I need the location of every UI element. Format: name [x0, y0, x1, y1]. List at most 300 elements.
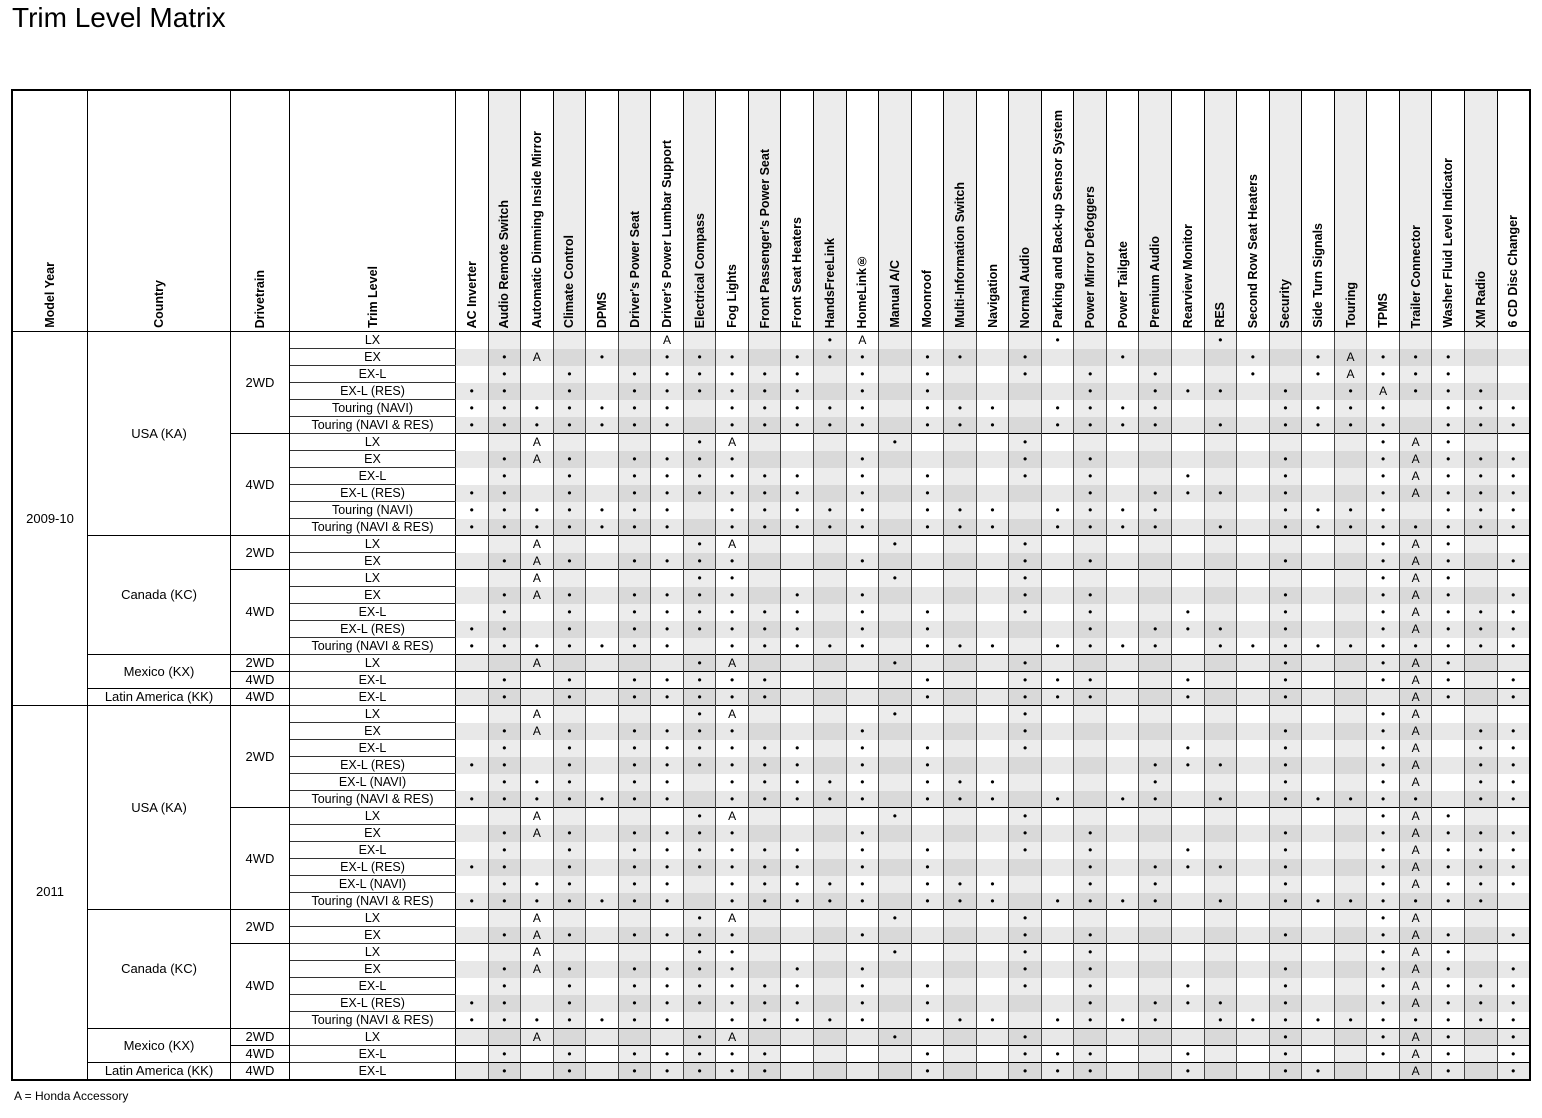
feature-cell: •: [651, 638, 684, 655]
feature-cell: [944, 842, 977, 859]
feature-cell: [651, 910, 684, 927]
feature-cell: •: [1204, 332, 1237, 349]
feature-cell: •: [846, 366, 879, 383]
feature-cell: [814, 927, 847, 944]
feature-cell: •: [521, 876, 554, 893]
feature-cell: •: [911, 978, 944, 995]
feature-cell: •: [1074, 1046, 1107, 1063]
feature-cell: [1106, 621, 1139, 638]
trim-level-cell: EX-L: [290, 689, 456, 706]
header-feature: Navigation: [976, 90, 1009, 332]
feature-cell: •: [1464, 400, 1497, 417]
feature-cell: •: [488, 451, 521, 468]
trim-level-cell: EX-L (RES): [290, 621, 456, 638]
feature-cell: [1302, 978, 1335, 995]
feature-cell: [456, 451, 489, 468]
feature-cell: •: [1009, 604, 1042, 621]
feature-cell: [1237, 706, 1270, 723]
feature-cell: [1497, 349, 1530, 366]
feature-cell: •: [1464, 604, 1497, 621]
feature-cell: •: [1269, 859, 1302, 876]
feature-cell: •: [846, 774, 879, 791]
feature-cell: •: [651, 587, 684, 604]
feature-cell: [456, 1029, 489, 1046]
table-row: [12, 808, 1530, 825]
feature-cell: •: [1237, 349, 1270, 366]
feature-cell: •: [1139, 519, 1172, 536]
feature-cell: •: [488, 1063, 521, 1080]
feature-cell: •: [716, 519, 749, 536]
feature-cell: •: [1139, 502, 1172, 519]
feature-cell: •: [553, 842, 586, 859]
trim-level-cell: LX: [290, 332, 456, 349]
feature-cell: [1041, 706, 1074, 723]
feature-cell: [1302, 842, 1335, 859]
feature-cell: •: [1334, 1012, 1367, 1029]
feature-cell: [1074, 910, 1107, 927]
feature-cell: [1302, 434, 1335, 451]
feature-cell: •: [651, 842, 684, 859]
feature-cell: •: [553, 740, 586, 757]
feature-cell: [1009, 774, 1042, 791]
feature-cell: •: [553, 485, 586, 502]
feature-cell: •: [1074, 927, 1107, 944]
feature-cell: •: [1432, 944, 1465, 961]
feature-cell: •: [618, 485, 651, 502]
feature-cell: [1334, 859, 1367, 876]
feature-cell: •: [781, 842, 814, 859]
feature-cell: •: [1009, 910, 1042, 927]
feature-cell: [586, 570, 619, 587]
trim-level-cell: LX: [290, 910, 456, 927]
feature-cell: [1302, 910, 1335, 927]
feature-cell: [944, 451, 977, 468]
feature-cell: [1139, 927, 1172, 944]
feature-cell: [1237, 485, 1270, 502]
feature-cell: [1106, 978, 1139, 995]
feature-cell: A: [716, 1029, 749, 1046]
feature-cell: •: [716, 553, 749, 570]
feature-cell: [944, 536, 977, 553]
feature-cell: •: [456, 502, 489, 519]
feature-cell: A: [1399, 1029, 1432, 1046]
feature-cell: •: [1334, 383, 1367, 400]
feature-cell: [748, 655, 781, 672]
feature-cell: A: [716, 706, 749, 723]
feature-cell: [1237, 978, 1270, 995]
feature-cell: [1041, 485, 1074, 502]
feature-cell: [748, 927, 781, 944]
feature-cell: [781, 927, 814, 944]
feature-cell: [651, 655, 684, 672]
feature-cell: •: [1106, 417, 1139, 434]
table-row: [12, 536, 1530, 553]
feature-cell: •: [488, 842, 521, 859]
feature-cell: •: [1334, 791, 1367, 808]
feature-cell: [944, 434, 977, 451]
feature-cell: •: [651, 502, 684, 519]
trim-level-cell: Touring (NAVI & RES): [290, 791, 456, 808]
feature-cell: A: [1399, 774, 1432, 791]
feature-cell: [1334, 706, 1367, 723]
feature-cell: •: [651, 383, 684, 400]
feature-cell: [1302, 944, 1335, 961]
feature-cell: •: [1497, 519, 1530, 536]
feature-cell: •: [1009, 672, 1042, 689]
feature-cell: [1302, 451, 1335, 468]
feature-cell: [1237, 570, 1270, 587]
feature-cell: [521, 1063, 554, 1080]
feature-cell: •: [1367, 1029, 1400, 1046]
feature-cell: •: [1367, 519, 1400, 536]
feature-cell: [1204, 706, 1237, 723]
feature-cell: •: [651, 1046, 684, 1063]
feature-cell: [1302, 587, 1335, 604]
feature-cell: •: [716, 672, 749, 689]
feature-cell: A: [1399, 434, 1432, 451]
feature-cell: •: [553, 757, 586, 774]
feature-cell: •: [748, 621, 781, 638]
feature-cell: •: [1009, 1063, 1042, 1080]
feature-cell: •: [716, 485, 749, 502]
feature-cell: [1041, 604, 1074, 621]
header-feature: Power Tailgate: [1106, 90, 1139, 332]
feature-cell: [1302, 927, 1335, 944]
feature-cell: [944, 332, 977, 349]
feature-cell: •: [1269, 485, 1302, 502]
feature-cell: A: [521, 570, 554, 587]
feature-cell: [944, 706, 977, 723]
trim-level-cell: EX-L: [290, 604, 456, 621]
feature-cell: [879, 1046, 912, 1063]
feature-cell: •: [781, 893, 814, 910]
feature-cell: A: [521, 927, 554, 944]
feature-cell: [781, 689, 814, 706]
feature-cell: •: [1432, 961, 1465, 978]
feature-cell: •: [1172, 468, 1205, 485]
feature-cell: A: [521, 587, 554, 604]
feature-cell: [1432, 757, 1465, 774]
feature-cell: [814, 451, 847, 468]
feature-cell: [1302, 383, 1335, 400]
feature-cell: •: [456, 417, 489, 434]
feature-cell: •: [1074, 893, 1107, 910]
feature-cell: •: [488, 502, 521, 519]
feature-cell: •: [1269, 995, 1302, 1012]
feature-cell: •: [944, 1012, 977, 1029]
feature-cell: [1302, 570, 1335, 587]
feature-cell: [1334, 995, 1367, 1012]
country-cell: USA (KA): [88, 332, 231, 536]
feature-cell: [944, 978, 977, 995]
feature-cell: •: [781, 366, 814, 383]
feature-cell: •: [1009, 349, 1042, 366]
feature-cell: [976, 859, 1009, 876]
feature-cell: [651, 434, 684, 451]
feature-cell: [1009, 417, 1042, 434]
feature-cell: [1106, 570, 1139, 587]
feature-cell: [456, 349, 489, 366]
feature-cell: [1041, 536, 1074, 553]
feature-cell: •: [683, 587, 716, 604]
feature-cell: [651, 570, 684, 587]
feature-cell: •: [976, 400, 1009, 417]
feature-cell: •: [1269, 451, 1302, 468]
feature-cell: [846, 910, 879, 927]
feature-cell: •: [814, 502, 847, 519]
feature-cell: [1269, 910, 1302, 927]
feature-cell: •: [553, 961, 586, 978]
feature-cell: •: [846, 638, 879, 655]
feature-cell: •: [488, 468, 521, 485]
feature-cell: [1367, 689, 1400, 706]
feature-cell: [911, 825, 944, 842]
feature-cell: •: [618, 638, 651, 655]
feature-cell: [1497, 570, 1530, 587]
feature-cell: [1172, 791, 1205, 808]
feature-cell: •: [846, 1012, 879, 1029]
feature-cell: •: [1237, 638, 1270, 655]
feature-cell: [944, 944, 977, 961]
feature-cell: [911, 451, 944, 468]
feature-cell: [814, 808, 847, 825]
feature-cell: •: [911, 621, 944, 638]
feature-cell: •: [1464, 485, 1497, 502]
feature-cell: •: [683, 1029, 716, 1046]
feature-cell: •: [716, 876, 749, 893]
feature-cell: [1302, 536, 1335, 553]
feature-cell: •: [1204, 791, 1237, 808]
feature-cell: [976, 995, 1009, 1012]
feature-cell: [1106, 757, 1139, 774]
feature-cell: •: [618, 859, 651, 876]
feature-cell: [1009, 893, 1042, 910]
feature-cell: [586, 468, 619, 485]
feature-cell: [618, 706, 651, 723]
feature-cell: [879, 485, 912, 502]
feature-cell: •: [1464, 859, 1497, 876]
feature-cell: •: [1334, 400, 1367, 417]
feature-cell: •: [748, 519, 781, 536]
feature-cell: [1074, 757, 1107, 774]
feature-cell: •: [1106, 1012, 1139, 1029]
feature-cell: [683, 1012, 716, 1029]
trim-level-cell: EX: [290, 553, 456, 570]
trim-level-cell: EX: [290, 587, 456, 604]
feature-cell: •: [683, 706, 716, 723]
feature-cell: •: [911, 468, 944, 485]
feature-cell: •: [1497, 502, 1530, 519]
feature-cell: [1334, 1046, 1367, 1063]
table-row: [12, 1029, 1530, 1046]
feature-cell: [944, 587, 977, 604]
feature-cell: •: [944, 349, 977, 366]
feature-cell: •: [456, 621, 489, 638]
feature-cell: [911, 944, 944, 961]
feature-cell: [879, 604, 912, 621]
feature-cell: •: [521, 519, 554, 536]
feature-cell: •: [1497, 757, 1530, 774]
feature-cell: [1172, 1012, 1205, 1029]
feature-cell: [586, 774, 619, 791]
feature-cell: [1041, 808, 1074, 825]
feature-cell: [1106, 927, 1139, 944]
feature-cell: [1106, 995, 1139, 1012]
feature-cell: [1106, 536, 1139, 553]
feature-cell: •: [1497, 978, 1530, 995]
feature-cell: •: [651, 349, 684, 366]
feature-cell: [1464, 536, 1497, 553]
feature-cell: [586, 808, 619, 825]
feature-cell: •: [846, 485, 879, 502]
feature-cell: [521, 740, 554, 757]
feature-cell: •: [1497, 553, 1530, 570]
feature-cell: [879, 417, 912, 434]
feature-cell: •: [1041, 672, 1074, 689]
feature-cell: [651, 536, 684, 553]
header-model-year: Model Year: [12, 90, 88, 332]
header-feature: Trailer Connector: [1399, 90, 1432, 332]
feature-cell: •: [846, 978, 879, 995]
feature-cell: •: [1432, 570, 1465, 587]
feature-cell: •: [1139, 485, 1172, 502]
feature-cell: [781, 553, 814, 570]
feature-cell: •: [716, 366, 749, 383]
feature-cell: •: [488, 1046, 521, 1063]
feature-cell: •: [1041, 1063, 1074, 1080]
feature-cell: [651, 808, 684, 825]
feature-cell: •: [1139, 757, 1172, 774]
feature-cell: [1302, 655, 1335, 672]
feature-cell: •: [1432, 366, 1465, 383]
trim-level-cell: Touring (NAVI): [290, 502, 456, 519]
feature-cell: •: [553, 893, 586, 910]
feature-cell: [586, 723, 619, 740]
feature-cell: [1204, 825, 1237, 842]
drivetrain-cell: 4WD: [231, 570, 290, 655]
feature-cell: •: [716, 1012, 749, 1029]
table-row: [12, 910, 1530, 927]
feature-cell: •: [911, 740, 944, 757]
feature-cell: •: [944, 502, 977, 519]
feature-cell: [879, 502, 912, 519]
feature-cell: •: [781, 383, 814, 400]
feature-cell: •: [1009, 978, 1042, 995]
feature-cell: [911, 961, 944, 978]
feature-cell: A: [1399, 842, 1432, 859]
trim-level-cell: Touring (NAVI): [290, 400, 456, 417]
feature-cell: [1302, 604, 1335, 621]
trim-level-cell: LX: [290, 944, 456, 961]
feature-cell: [944, 383, 977, 400]
feature-cell: •: [716, 451, 749, 468]
feature-cell: [846, 672, 879, 689]
feature-cell: •: [1464, 1012, 1497, 1029]
feature-cell: •: [1204, 859, 1237, 876]
feature-cell: •: [1009, 808, 1042, 825]
feature-cell: [1172, 332, 1205, 349]
feature-cell: A: [716, 910, 749, 927]
feature-cell: •: [1139, 995, 1172, 1012]
feature-cell: [944, 655, 977, 672]
feature-cell: [1204, 400, 1237, 417]
feature-cell: •: [748, 383, 781, 400]
feature-cell: •: [911, 400, 944, 417]
feature-cell: •: [1172, 689, 1205, 706]
feature-cell: [976, 689, 1009, 706]
feature-cell: [553, 655, 586, 672]
feature-cell: •: [488, 791, 521, 808]
feature-cell: •: [1302, 366, 1335, 383]
feature-cell: •: [944, 417, 977, 434]
feature-cell: •: [553, 383, 586, 400]
feature-cell: [488, 570, 521, 587]
header-feature: RES: [1204, 90, 1237, 332]
feature-cell: [814, 944, 847, 961]
feature-cell: [1204, 672, 1237, 689]
feature-cell: •: [1009, 587, 1042, 604]
feature-cell: •: [846, 791, 879, 808]
feature-cell: [879, 638, 912, 655]
feature-cell: [814, 604, 847, 621]
feature-cell: •: [1367, 995, 1400, 1012]
feature-cell: [488, 808, 521, 825]
drivetrain-cell: 4WD: [231, 434, 290, 536]
feature-cell: •: [1269, 638, 1302, 655]
feature-cell: [683, 876, 716, 893]
feature-cell: [1204, 570, 1237, 587]
feature-cell: •: [651, 400, 684, 417]
feature-cell: •: [879, 434, 912, 451]
feature-cell: [1204, 961, 1237, 978]
feature-cell: •: [781, 876, 814, 893]
feature-cell: [1041, 927, 1074, 944]
feature-cell: [1204, 587, 1237, 604]
trim-level-cell: EX-L (NAVI): [290, 876, 456, 893]
feature-cell: •: [1269, 774, 1302, 791]
feature-cell: •: [1432, 485, 1465, 502]
feature-cell: •: [748, 757, 781, 774]
feature-cell: [1172, 774, 1205, 791]
feature-cell: •: [1367, 1046, 1400, 1063]
feature-cell: [651, 944, 684, 961]
feature-cell: •: [911, 1063, 944, 1080]
feature-cell: [1399, 332, 1432, 349]
feature-cell: •: [1172, 1063, 1205, 1080]
feature-cell: •: [1367, 400, 1400, 417]
feature-cell: A: [1399, 621, 1432, 638]
feature-cell: •: [1497, 825, 1530, 842]
feature-cell: [814, 468, 847, 485]
feature-cell: •: [1432, 383, 1465, 400]
feature-cell: [456, 468, 489, 485]
feature-cell: [1432, 332, 1465, 349]
feature-cell: •: [716, 893, 749, 910]
feature-cell: •: [716, 1046, 749, 1063]
feature-cell: [456, 944, 489, 961]
feature-cell: •: [1497, 1046, 1530, 1063]
feature-cell: •: [1367, 638, 1400, 655]
feature-cell: [618, 434, 651, 451]
trim-level-cell: EX-L (NAVI): [290, 774, 456, 791]
feature-cell: •: [1172, 485, 1205, 502]
feature-cell: [1172, 587, 1205, 604]
feature-cell: •: [846, 961, 879, 978]
feature-cell: •: [1139, 893, 1172, 910]
feature-cell: A: [1399, 468, 1432, 485]
feature-cell: •: [748, 485, 781, 502]
feature-cell: [1334, 570, 1367, 587]
